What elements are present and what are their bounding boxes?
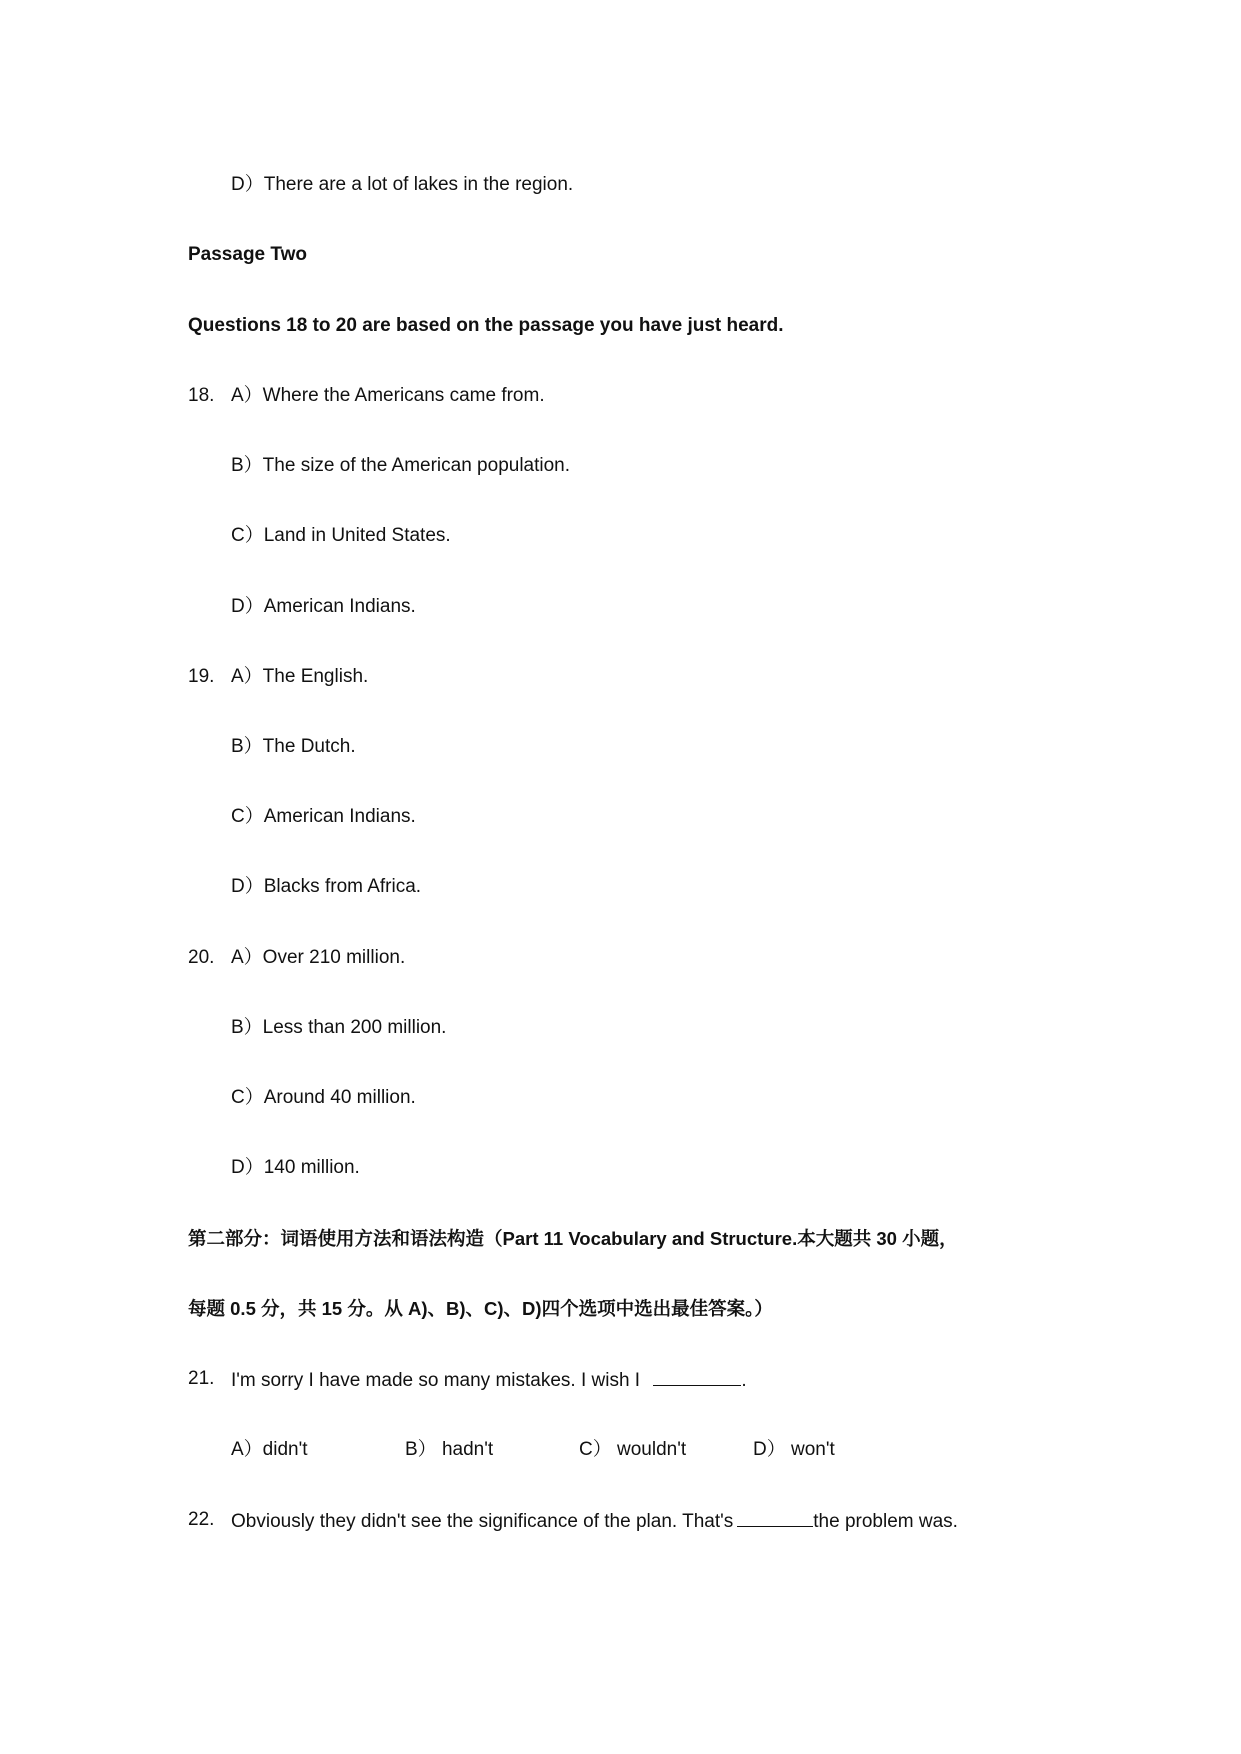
q17-option-d: D）There are a lot of lakes in the region. xyxy=(231,174,574,195)
question-stem xyxy=(231,1367,747,1393)
option-d: D）140 million. xyxy=(231,1157,360,1178)
question-number: 22. xyxy=(188,1509,215,1530)
stem-end: the problem was. xyxy=(813,1511,958,1532)
question-stem xyxy=(231,1508,958,1534)
answer-blank[interactable] xyxy=(737,1508,813,1527)
option-d: D）Blacks from Africa. xyxy=(231,876,422,897)
question-number: 20. xyxy=(188,947,215,968)
answer-blank[interactable] xyxy=(653,1367,741,1386)
option-c: C）Land in United States. xyxy=(231,525,451,546)
passage-heading: Passage Two xyxy=(188,244,307,265)
option-a: A）The English. xyxy=(231,666,369,687)
choice-d: D） won't xyxy=(753,1439,835,1460)
choice-a: A）didn't xyxy=(231,1439,308,1460)
option-b: B）Less than 200 million. xyxy=(231,1017,447,1038)
part2-heading-line1: 第二部分：词语使用方法和语法构造（Part 11 Vocabulary and Structure.本大题共 30 小题， xyxy=(188,1228,958,1249)
question-number: 18. xyxy=(188,385,215,406)
option-c: C）Around 40 million. xyxy=(231,1087,416,1108)
option-c: C）American Indians. xyxy=(231,806,416,827)
question-number: 21. xyxy=(188,1368,215,1389)
choice-c: C） wouldn't xyxy=(579,1439,687,1460)
question-number: 19. xyxy=(188,666,215,687)
stem-text: Obviously they didn't see the significance of the plan. That's xyxy=(231,1511,734,1532)
option-d: D）American Indians. xyxy=(231,596,416,617)
part2-heading-line2: 每题 0.5 分，共 15 分。从 A)、B)、C)、D)四个选项中选出最佳答案。） xyxy=(188,1298,773,1319)
option-a: A）Where the Americans came from. xyxy=(231,385,545,406)
passage-instructions: Questions 18 to 20 are based on the passage you have just heard. xyxy=(188,315,784,336)
choice-b: B） hadn't xyxy=(405,1439,494,1460)
option-a: A）Over 210 million. xyxy=(231,947,406,968)
stem-end: . xyxy=(741,1370,747,1391)
option-b: B）The size of the American population. xyxy=(231,455,571,476)
stem-text: I'm sorry I have made so many mistakes. I wish I xyxy=(231,1370,641,1391)
option-b: B）The Dutch. xyxy=(231,736,356,757)
